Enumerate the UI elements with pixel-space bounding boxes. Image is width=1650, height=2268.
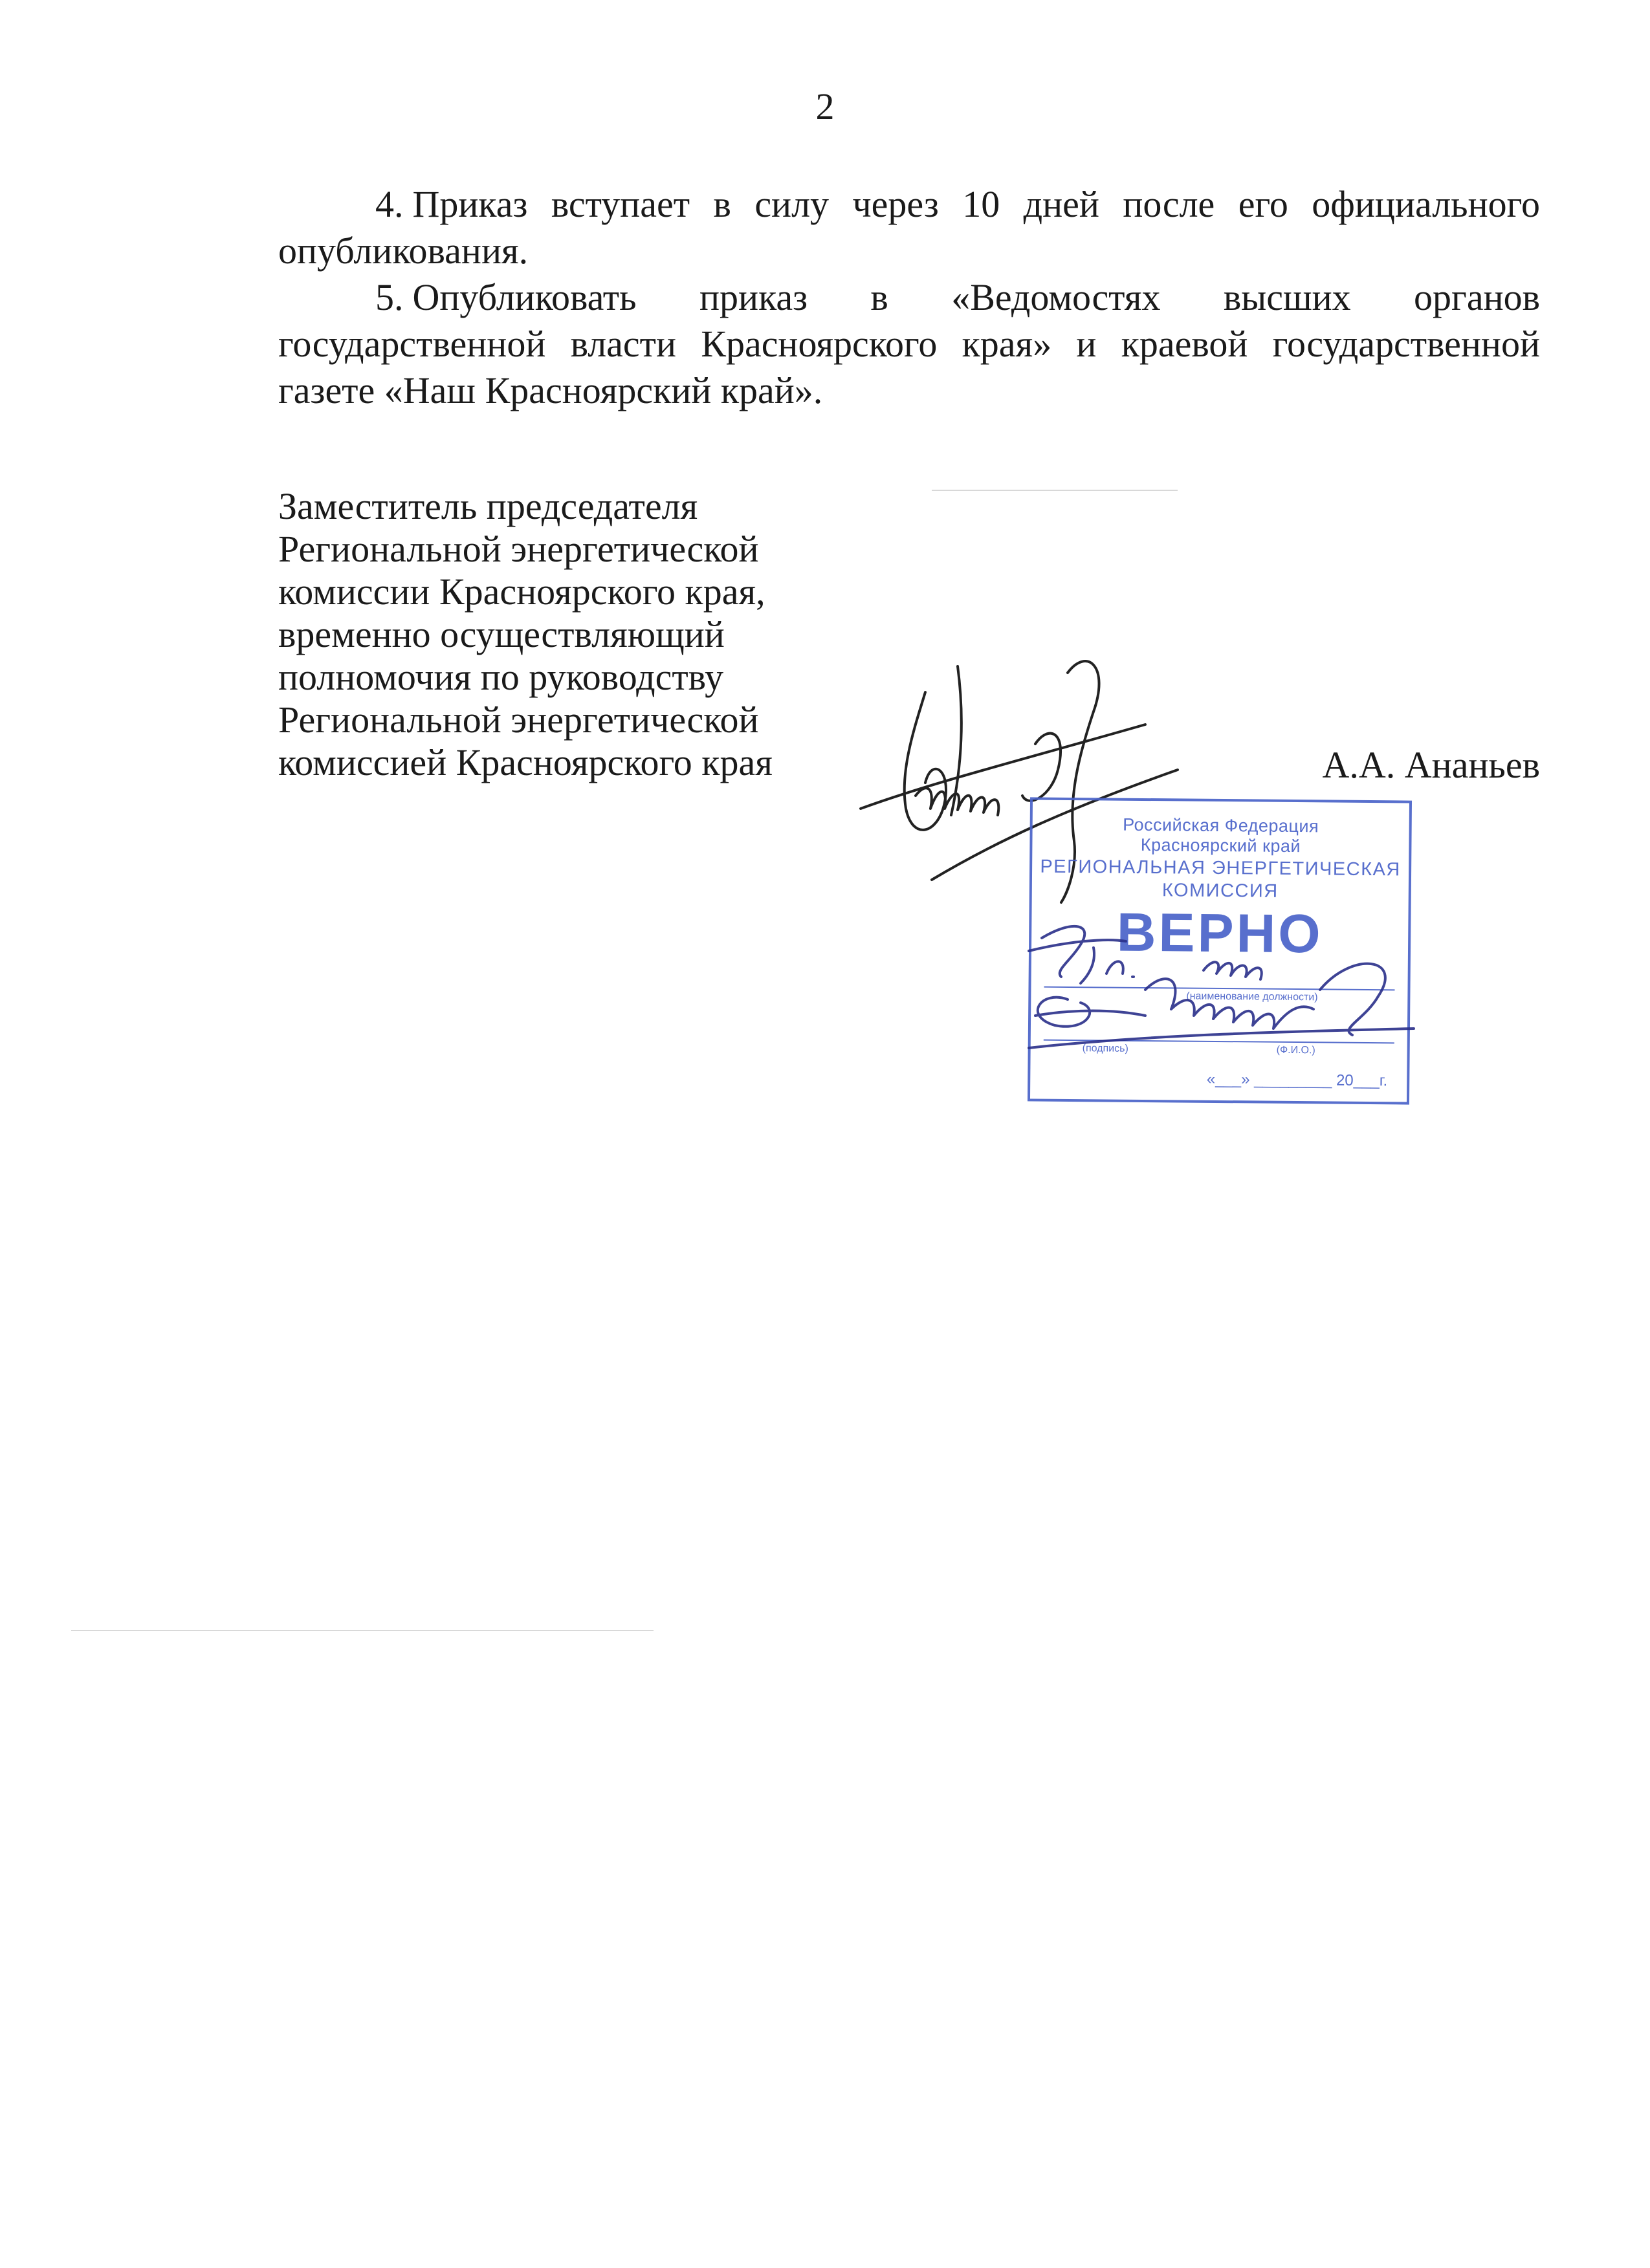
stamp-organization-line2: КОМИССИЯ	[1161, 880, 1279, 902]
paragraph-4	[278, 181, 1540, 274]
signer-title	[278, 485, 861, 784]
page-number: 2	[815, 85, 835, 127]
scan-mark	[71, 1630, 654, 1631]
stamp-country: Российская Федерация	[1123, 814, 1319, 836]
stamp-signature-caption: (подпись)	[1082, 1043, 1128, 1054]
signer-title-line: комиссией Красноярского края	[278, 741, 773, 783]
paragraph-5	[278, 274, 1540, 414]
stamp-handwriting	[1016, 912, 1424, 1061]
stamp-name-caption: (Ф.И.О.)	[1276, 1044, 1315, 1056]
stamp-verno: ВЕРНО	[1116, 901, 1324, 965]
signer-title-line: Заместитель председателя	[278, 485, 698, 527]
paragraph-5-number: 5.	[375, 276, 404, 318]
stamp-position-caption: (наименование должности)	[1186, 990, 1318, 1003]
signer-title-line: Региональной энергетической	[278, 699, 759, 741]
signer-name: А.А. Ананьев	[1322, 744, 1540, 786]
stamp-region: Красноярский край	[1140, 834, 1301, 856]
stamp-date-line: «___» _________ 20___г.	[1206, 1070, 1388, 1090]
signer-title-line: Региональной энергетической	[278, 528, 759, 570]
signer-title-line: временно осуществляющий	[278, 613, 725, 655]
signer-title-line: комиссии Красноярского края,	[278, 571, 765, 613]
paragraph-4-number: 4.	[375, 183, 404, 225]
scan-mark	[932, 490, 1178, 491]
body-text	[278, 181, 1540, 414]
paragraph-4-text: Приказ вступает в силу через 10 дней после его официального опубликования.	[278, 183, 1540, 272]
stamp-organization: РЕГИОНАЛЬНАЯ ЭНЕРГЕТИЧЕСКАЯ	[1040, 856, 1401, 880]
signer-title-line: полномочия по руководству	[278, 656, 724, 698]
paragraph-5-text: Опубликовать приказ в «Ведомостях высших органов государственной власти Красноярского края» и краевой государственной газете «Наш Красноярский край».	[278, 276, 1540, 411]
